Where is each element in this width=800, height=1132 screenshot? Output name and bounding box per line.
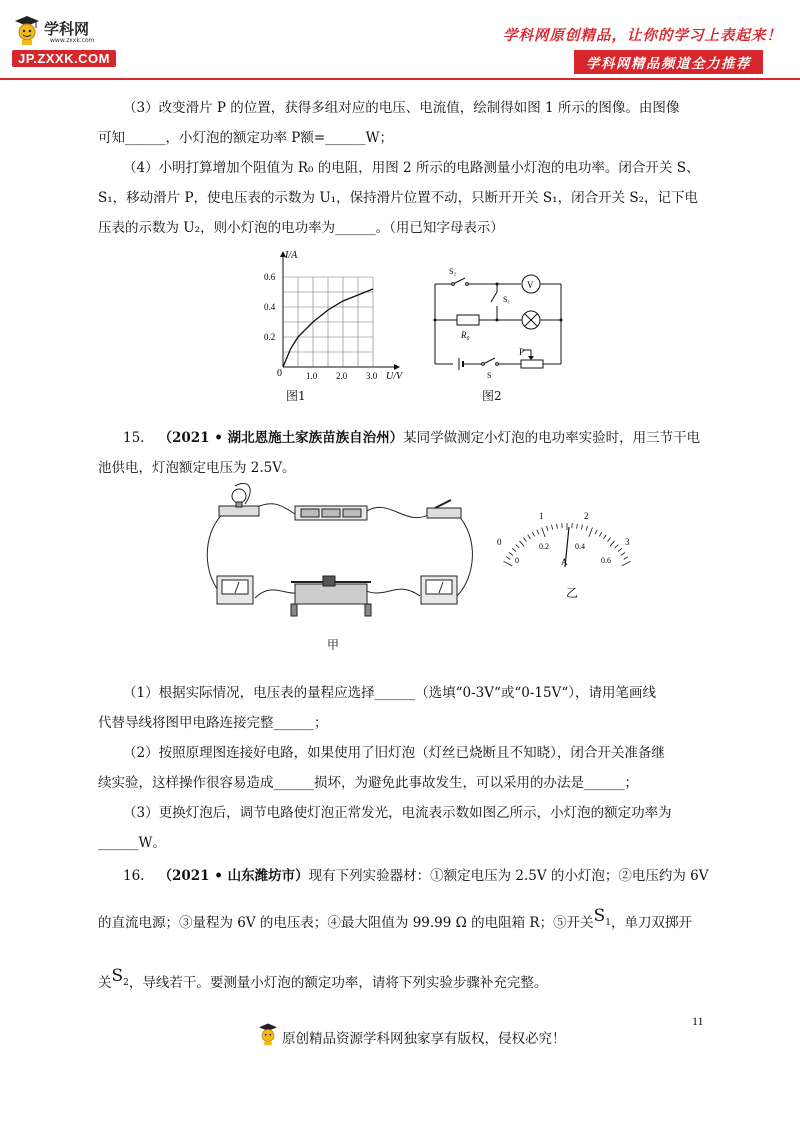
fig1-ytick-label: 0.6 [264,272,276,282]
fig-jia-apparatus [195,478,485,630]
fig2-label-v: V [527,280,534,290]
q15-number: 15. [123,430,145,446]
header-slogan: 学科网原创精品，让你的学习上表起来！ [503,27,782,44]
q16-line3 [98,966,548,995]
switch-icon [427,500,461,518]
dial-tick [557,524,558,529]
fig1-x-arrow [394,364,400,370]
voltmeter-device-icon [421,576,457,604]
battery-box-icon [295,506,367,520]
fig2-label-s2: S₂ [449,267,457,276]
fig-jia-caption: 甲 [327,638,340,652]
header-divider [0,78,800,80]
header [0,0,800,80]
fig1-xtick-label: 2.0 [336,371,348,381]
q14-part3-line2: 可知______，小灯泡的额定功率 P额=______W； [98,130,394,146]
logo-text: 学科网 [44,20,90,38]
fig-yi-ammeter-dial [495,505,640,575]
dial-tick [509,552,513,555]
fig1-grid [283,277,373,367]
dial-tick [622,561,631,566]
dial-tick [604,535,607,539]
dial-top-label-1: 1 [539,511,544,521]
q15-source: （2021 • 湖北恩施土家族苗族自治州） [158,430,404,446]
q15-part3-line2: ______W。 [98,835,166,851]
dial-tick [547,526,548,531]
q16-line1 [123,866,709,886]
fig2-label-s: S [487,371,492,380]
dial-tick [516,545,520,549]
q15-part2-line1: （2）按照原理图连接好电路，如果使用了旧灯泡（灯丝已烧断且不知晓），闭合开关准备继 [123,745,665,761]
dial-unit: A [561,557,568,567]
dial-tick [581,525,582,530]
fig2-label-r0: R₀ [461,330,470,340]
dial-bottom-label-2: 0.4 [575,542,585,551]
q15-line2: 池供电，灯泡额定电压为 2.5V。 [98,460,296,476]
rheostat-icon [291,576,371,616]
fig1-origin: 0 [277,368,282,379]
logo-subtext: www.zxxk.com [50,37,95,44]
fig1-xlabel: U/V [386,371,403,382]
q16-number: 16. [123,868,145,884]
dial-bottom-label-0: 0 [515,556,519,565]
dial-tick [608,538,611,542]
dial-bottom-label-3: 0.6 [601,556,611,565]
q15-part2-line2: 续实验，这样操作很容易造成______损坏，为避免此事故发生，可以采用的办法是______； [98,775,638,791]
dial-top-label-2: 2 [584,511,589,521]
dial-top-label-0: 0 [497,537,502,547]
q14-part3-line1: （3）改变滑片 P 的位置，获得多组对应的电压、电流值，绘制得如图 1 所示的图像。由图像 [123,100,680,116]
dial-tick [552,525,553,530]
fig2-caption: 图2 [482,389,502,403]
logo-url-badge[interactable]: JP.ZXXK.COM [12,50,116,67]
dial-tick [519,541,524,546]
footer-mascot-icon [258,1022,278,1046]
q16-line2-text-b: ，单刀双掷开 [610,915,692,931]
dial-tick [586,526,587,531]
dial-tick [595,530,597,535]
q16-line2-text-a: 的直流电源；③量程为 6V 的电压表；④最大阻值为 99.99 Ω 的电阻箱 R；⑤开关 [98,915,594,931]
fig1-ticks [264,272,378,381]
dial-tick [599,532,601,536]
q15-part3-line1: （3）更换灯泡后，调节电路使灯泡正常发光，电流表示数如图乙所示，小灯泡的额定功率为 [123,805,672,821]
page-number: 11 [692,1014,704,1028]
fig1-xtick-label: 3.0 [366,371,378,381]
dial-tick [506,557,510,560]
fig2-label-s1: S₁ [503,295,511,304]
dial-tick [589,528,593,537]
dial-tick [512,548,516,551]
fig1-ylabel: I/A [285,250,298,261]
q16-line2 [98,906,692,935]
dial-tick [577,524,578,529]
q14-part4-line2: S₁，移动滑片 P，使电压表的示数为 U₁，保持滑片位置不动，只断开开关 S₁，闭合开关 S₂，记下电 [98,190,699,206]
fig1-xtick-label: 1.0 [306,371,318,381]
q16-line3-text-a: 关 [98,975,112,991]
q16-line3-text-b: ，导线若干。要测量小灯泡的额定功率，请将下列实验步骤补充完整。 [128,975,548,991]
q14-part4-line1: （4）小明打算增加个阻值为 R₀ 的电阻，用图 2 所示的电路测量小灯泡的电功率。闭合开关 S、 [123,160,700,176]
q15-part1-line2: 代替导线将图甲电路连接完整______； [98,715,328,731]
fig-yi-caption: 乙 [566,586,579,600]
q16-switch-s1: S [593,906,606,926]
q15-line1-text: 某同学做测定小灯泡的电功率实验时，用三节干电 [403,430,701,446]
dial-tick [618,548,622,551]
dial-bottom-label-1: 0.2 [539,542,549,551]
bulb-holder-icon [219,489,259,516]
footer-copyright: 原创精品资源学科网独家享有版权，侵权必究！ [282,1031,566,1047]
fig1-ytick-label: 0.2 [264,332,276,342]
dial-top-label-3: 3 [625,537,630,547]
q15-line1 [123,428,700,448]
dial-tick [610,541,615,546]
mascot-logo-icon [14,14,40,46]
dial-tick [503,561,512,566]
q16-switch-s2: S [111,966,124,986]
dial-tick [523,538,526,542]
q14-part4-line3: 压表的示数为 U₂，则小灯泡的电功率为______。（用已知字母表示） [98,220,504,236]
dial-tick [537,530,539,535]
q16-switch-s1-sub: 1 [605,918,611,928]
dial-tick [542,528,546,537]
dial-tick [621,552,625,555]
fig1-caption: 图1 [286,389,306,403]
q16-switch-s2-sub: 2 [123,978,129,988]
fig2-circuit [425,258,570,383]
fig2-label-p: P [519,347,525,357]
dial-tick [624,557,628,560]
fig1-iu-graph [258,245,418,395]
dial-tick [528,535,531,539]
dial-tick [532,532,534,536]
q16-line1-text: 现有下列实验器材：①额定电压为 2.5V 的小灯泡；②电压约为 6V [308,868,709,884]
dial-tick [615,545,619,549]
fig1-ytick-label: 0.4 [264,302,276,312]
ammeter-device-icon [217,576,253,604]
header-banner: 学科网精品频道全力推荐 [574,50,763,74]
q16-source: （2021 • 山东潍坊市） [158,868,309,884]
q15-part1-line1: （1）根据实际情况，电压表的量程应选择______（选填“0-3V“或“0-15V“），请用笔画线 [123,685,657,701]
